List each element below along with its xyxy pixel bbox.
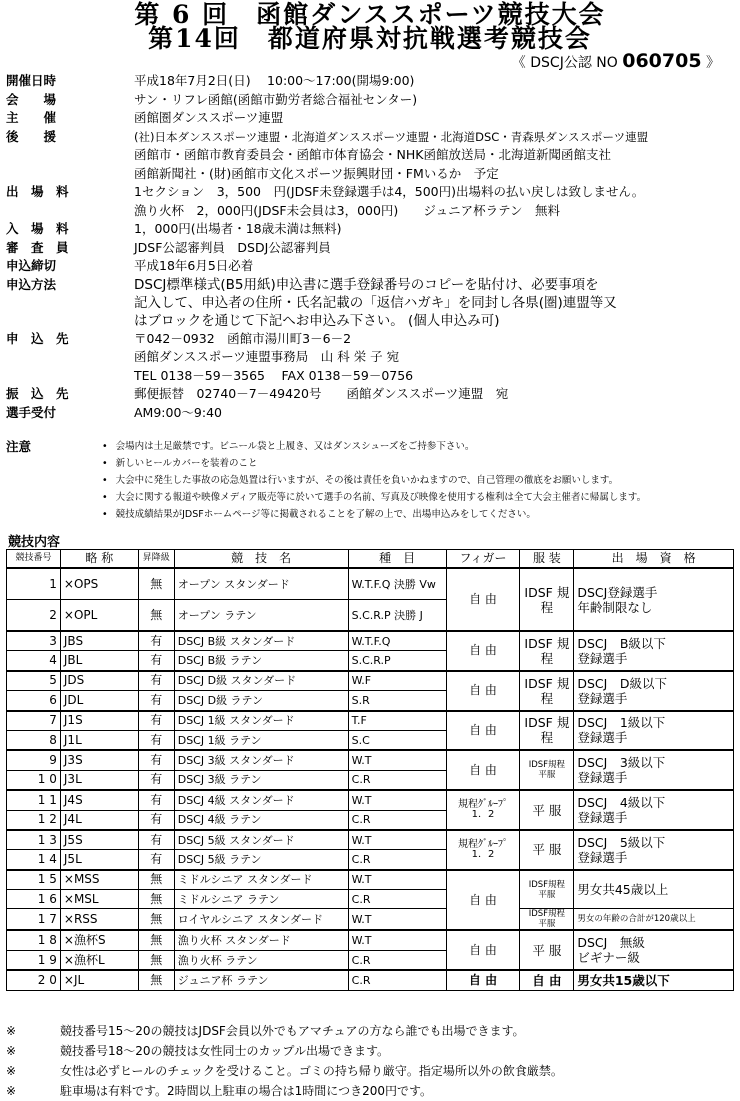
cert-no: 060705: [622, 50, 702, 72]
cell-grade: 無: [138, 909, 174, 931]
cell-type: W.F: [348, 671, 446, 691]
section-title: 競技内容: [8, 535, 61, 550]
note-text: 競技番号15～20の競技はJDSF会員以外でもアマチュアの方なら誰でも出場できます。: [60, 1024, 525, 1038]
cell-grade: 無: [138, 930, 174, 950]
info-value: 函館圏ダンススポーツ連盟: [134, 110, 284, 125]
cell-type: W.T: [348, 909, 446, 931]
cert-suffix: 》: [706, 55, 720, 71]
cell-event: DSCJ 1級 スタンダード: [174, 711, 348, 731]
cell-qualification: [574, 711, 734, 751]
table-row: [7, 909, 734, 931]
cell-type: W.T.F.Q: [348, 631, 446, 651]
note-item: • 競技成績結果がJDSFホームページ等に掲載されることを了解の上で、出場申込みをしてください。: [102, 506, 736, 523]
cell-abbr: J1L: [60, 730, 138, 750]
info-venue: [6, 91, 736, 110]
info-label: 申 込 先: [6, 330, 69, 346]
info-value: サン・リフレ函館(函館市勤労者総合福祉センター): [134, 91, 418, 107]
cell-abbr: ×OPL: [60, 600, 138, 632]
cell-event: DSCJ 3級 スタンダード: [174, 750, 348, 770]
cell-dress: 平 服: [520, 830, 574, 870]
cell-type: C.R: [348, 890, 446, 909]
cell-type: W.T: [348, 870, 446, 890]
info-date: [6, 72, 736, 91]
cell-no: 4: [7, 651, 61, 671]
note-item: • 会場内は土足厳禁です。ビニール袋と上履き、又はダンスシューズをご持参下さい。: [102, 438, 736, 455]
info-value: 記入して、申込者の住所・氏名記載の「返信ハガキ」を同封し各県(圏)連盟等又: [134, 294, 617, 311]
cell-grade: 無: [138, 970, 174, 990]
cell-dress: IDSF 規程: [520, 568, 574, 631]
cell-grade: 有: [138, 651, 174, 671]
note-mark: ※: [6, 1024, 17, 1038]
cell-qualification: 男女共45歳以上: [574, 870, 734, 909]
cell-type: S.C.R.P 決勝 J: [348, 600, 446, 632]
cell-type: T.F: [348, 711, 446, 731]
note-item: • 新しいヒールカバーを装着のこと: [102, 455, 736, 472]
cell-no: 1 3: [7, 830, 61, 850]
cell-no: 1 5: [7, 870, 61, 890]
cell-no: 1 2: [7, 810, 61, 830]
info-value: 平成18年6月5日必着: [134, 258, 254, 273]
info-value: 郵便振替 02740－7－49420号 函館ダンススポーツ連盟 宛: [134, 386, 509, 401]
table-row: [7, 711, 734, 731]
cell-figure: 自 由: [446, 568, 520, 631]
table-header-row: [7, 550, 734, 569]
cell-figure: 自 由: [446, 930, 520, 970]
certification-number: [512, 50, 720, 72]
table-row: [7, 930, 734, 950]
cell-figure: 規程ｸﾞﾙｰﾌﾟ 1．2: [446, 790, 520, 830]
cell-abbr: JBL: [60, 651, 138, 671]
cell-no: 1 4: [7, 850, 61, 870]
notes-section: [6, 438, 736, 523]
cell-type: S.C: [348, 730, 446, 750]
cell-figure: 自 由: [446, 750, 520, 790]
cell-grade: 有: [138, 850, 174, 870]
cell-qualification: [574, 671, 734, 711]
table-row: [7, 568, 734, 600]
info-label: 出 場 料: [6, 184, 69, 199]
cell-no: 1 1: [7, 790, 61, 810]
cell-qualification: 男女の年齢の合計が120歳以上: [574, 909, 734, 931]
info-admission: [6, 220, 736, 239]
info-value: 1，000円(出場者・18歳未満は無料): [134, 221, 342, 236]
qualification-line: 登録選手: [577, 770, 628, 786]
cell-abbr: JDS: [60, 671, 138, 691]
cell-abbr: JBS: [60, 631, 138, 651]
cell-dress: IDSF規程 平服: [520, 870, 574, 909]
cell-type: C.R: [348, 970, 446, 990]
info-label: 申込締切: [6, 258, 57, 273]
cell-dress: 平 服: [520, 790, 574, 830]
info-value: JDSF公認審判員 DSDJ公認審判員: [134, 239, 331, 255]
cell-type: S.C.R.P: [348, 651, 446, 671]
qualification-line: DSCJ 5級以下: [577, 834, 666, 850]
qualification-line: ビギナー級: [577, 950, 640, 966]
cell-dress: IDSF規程 平服: [520, 909, 574, 931]
title-line-2: 第14回 都道府県対抗戦選考競技会: [148, 24, 592, 53]
footer-note: [6, 1041, 736, 1061]
cell-no: 5: [7, 671, 61, 691]
info-label: 主 催: [6, 110, 57, 125]
info-label: 入 場 料: [6, 221, 69, 236]
cell-abbr: ×MSS: [60, 870, 138, 890]
table-row: [7, 671, 734, 691]
info-label: 振 込 先: [6, 386, 69, 401]
cell-event: ロイヤルシニア スタンダード: [174, 909, 348, 931]
table-row: [7, 631, 734, 651]
cell-type: C.R: [348, 950, 446, 970]
info-label: 開催日時: [6, 73, 57, 88]
cell-event: ミドルシニア ラテン: [174, 890, 348, 909]
cell-type: C.R: [348, 850, 446, 870]
info-transfer: [6, 385, 736, 404]
cell-qualification: 男女共15歳以下: [574, 970, 734, 990]
cell-grade: 有: [138, 671, 174, 691]
cell-event: DSCJ D級 ラテン: [174, 691, 348, 711]
cell-no: 3: [7, 631, 61, 651]
qualification-line: 登録選手: [577, 730, 628, 746]
cell-type: W.T: [348, 750, 446, 770]
cell-grade: 有: [138, 730, 174, 750]
qualification-line: 登録選手: [577, 650, 628, 666]
cell-grade: 無: [138, 600, 174, 632]
info-label: 会 場: [6, 91, 57, 107]
table-row: [7, 830, 734, 850]
footer-note: [6, 1021, 736, 1041]
qualification-line: DSCJ 4級以下: [577, 795, 666, 811]
cell-grade: 無: [138, 870, 174, 890]
cell-abbr: J4S: [60, 790, 138, 810]
cell-type: W.T.F.Q 決勝 Vw: [348, 568, 446, 600]
cell-abbr: J4L: [60, 810, 138, 830]
qualification-line: 登録選手: [577, 810, 628, 826]
cell-qualification: [574, 830, 734, 870]
cell-abbr: ×MSL: [60, 890, 138, 909]
info-value: AM9:00～9:40: [134, 404, 222, 420]
header-event: 競 技 名: [174, 550, 348, 569]
info-value: はブロックを通じて下記へお申込み下さい。 (個人申込み可): [134, 312, 500, 329]
cell-grade: 有: [138, 750, 174, 770]
cell-event: ミドルシニア スタンダード: [174, 870, 348, 890]
cell-event: ジュニア杯 ラテン: [174, 970, 348, 990]
cell-type: W.T: [348, 930, 446, 950]
cell-dress: IDSF 規程: [520, 631, 574, 671]
cell-no: 7: [7, 711, 61, 731]
qualification-line: 登録選手: [577, 849, 628, 865]
cell-qualification: [574, 750, 734, 790]
cell-no: 1 9: [7, 950, 61, 970]
cell-no: 1 0: [7, 770, 61, 790]
info-label: 選手受付: [6, 404, 57, 420]
qualification-line: 年齢制限なし: [577, 599, 653, 615]
footer-note: [6, 1061, 736, 1081]
notes-label: 注意: [6, 439, 32, 454]
table-row: [7, 750, 734, 770]
info-contact: [6, 330, 736, 386]
footer-note: [6, 1081, 736, 1101]
cell-qualification: [574, 631, 734, 671]
cell-event: DSCJ 5級 スタンダード: [174, 830, 348, 850]
note-mark: ※: [6, 1064, 17, 1078]
info-label: 後 援: [6, 128, 57, 144]
cell-abbr: JDL: [60, 691, 138, 711]
footer-notes: [6, 1021, 736, 1101]
cell-event: DSCJ 4級 ラテン: [174, 810, 348, 830]
cell-dress: 平 服: [520, 930, 574, 970]
table-row: [7, 870, 734, 890]
cell-grade: 無: [138, 890, 174, 909]
qualification-line: 登録選手: [577, 690, 628, 706]
info-organizer: [6, 109, 736, 128]
cell-no: 9: [7, 750, 61, 770]
cell-abbr: J5S: [60, 830, 138, 850]
info-judges: [6, 239, 736, 258]
cell-type: S.R: [348, 691, 446, 711]
info-value: TEL 0138－59－3565 FAX 0138－59－0756: [134, 367, 414, 383]
cell-no: 2: [7, 600, 61, 632]
cell-no: 8: [7, 730, 61, 750]
cell-event: DSCJ B級 ラテン: [174, 651, 348, 671]
note-mark: ※: [6, 1084, 17, 1098]
note-text: 競技番号18～20の競技は女性同士のカップル出場できます。: [60, 1044, 389, 1058]
cell-grade: 有: [138, 770, 174, 790]
cell-no: 1 6: [7, 890, 61, 909]
cell-abbr: ×RSS: [60, 909, 138, 931]
cell-figure: 規程ｸﾞﾙｰﾌﾟ 1．2: [446, 830, 520, 870]
info-value: 漁り火杯 2，000円(JDSF未会員は3，000円) ジュニア杯ラテン 無料: [134, 202, 560, 218]
cell-event: オープン ラテン: [174, 600, 348, 632]
cell-event: オープン スタンダード: [174, 568, 348, 600]
qualification-line: DSCJ B級以下: [577, 635, 666, 651]
note-text: 女性は必ずヒールのチェックを受けること。ゴミの持ち帰り厳守。指定場所以外の飲食厳禁。: [60, 1064, 563, 1078]
cell-grade: 有: [138, 631, 174, 651]
cell-event: DSCJ D級 スタンダード: [174, 671, 348, 691]
cell-event: DSCJ B級 スタンダード: [174, 631, 348, 651]
qualification-line: DSCJ 無級: [577, 935, 645, 951]
info-value: 1セクション 3，500 円(JDSF未登録選手は4，500円)出場料の払い戻しは致しません。: [134, 184, 645, 199]
cell-abbr: ×OPS: [60, 568, 138, 600]
info-section: [6, 72, 736, 422]
qualification-line: DSCJ 1級以下: [577, 715, 666, 731]
info-value: 函館市・函館市教育委員会・函館市体育協会・NHK函館放送局・北海道新聞函館支社: [134, 147, 611, 162]
info-value: 〒042－0932 函館市湯川町3－6－2: [134, 330, 352, 346]
table-row: [7, 970, 734, 990]
cell-no: 2 0: [7, 970, 61, 990]
cell-grade: 有: [138, 790, 174, 810]
cell-event: 漁り火杯 スタンダード: [174, 930, 348, 950]
cell-no: 1: [7, 568, 61, 600]
header-dress: 服 装: [520, 550, 574, 569]
info-reception: [6, 404, 736, 423]
cell-event: DSCJ 1級 ラテン: [174, 730, 348, 750]
events-table: [6, 549, 734, 991]
cell-type: C.R: [348, 810, 446, 830]
cell-figure: 自 由: [446, 870, 520, 931]
cert-prefix: 《 DSCJ公認 NO: [511, 55, 618, 71]
header-figure: フィガー: [446, 550, 520, 569]
cell-dress: 自 由: [520, 970, 574, 990]
cell-grade: 有: [138, 691, 174, 711]
note-item: • 大会に関する報道や映像メディア販売等に於いて選手の名前、写真及び映像を使用する権利は全て大会主催者に帰属します。: [102, 489, 736, 506]
cell-abbr: ×JL: [60, 970, 138, 990]
cell-dress: IDSF規程 平服: [520, 750, 574, 790]
header-type: 種 目: [348, 550, 446, 569]
cell-figure: 自 由: [446, 671, 520, 711]
info-value: 函館新聞社・(財)函館市文化スポーツ振興財団・FMいるか 予定: [134, 165, 499, 181]
info-value: 函館ダンススポーツ連盟事務局 山 科 栄 子 宛: [134, 349, 400, 364]
cell-type: C.R: [348, 770, 446, 790]
cell-no: 6: [7, 691, 61, 711]
info-value: DSCJ標準様式(B5用紙)申込書に選手登録番号のコピーを貼付け、必要事項を: [134, 276, 599, 293]
cell-grade: 無: [138, 568, 174, 600]
cell-dress: IDSF 規程: [520, 671, 574, 711]
info-value: 平成18年7月2日(日) 10:00～17:00(開場9:00): [134, 73, 415, 88]
cell-grade: 有: [138, 810, 174, 830]
cell-event: 漁り火杯 ラテン: [174, 950, 348, 970]
cell-abbr: J5L: [60, 850, 138, 870]
table-row: [7, 790, 734, 810]
cell-figure: 自 由: [446, 711, 520, 751]
cell-abbr: J1S: [60, 711, 138, 731]
cell-grade: 有: [138, 711, 174, 731]
header-qualification: 出 場 資 格: [574, 550, 734, 569]
cell-abbr: J3S: [60, 750, 138, 770]
title-line-1: 第 6 回 函館ダンススポーツ競技大会: [134, 0, 606, 29]
info-label: 申込方法: [6, 276, 57, 292]
cell-abbr: ×漁杯S: [60, 930, 138, 950]
info-sponsors: [6, 128, 736, 184]
cell-type: W.T: [348, 790, 446, 810]
info-value: (社)日本ダンススポーツ連盟・北海道ダンススポーツ連盟・北海道DSC・青森県ダンススポーツ連盟: [134, 129, 649, 144]
qualification-line: DSCJ登録選手: [577, 584, 658, 600]
cell-no: 1 7: [7, 909, 61, 931]
cell-abbr: J3L: [60, 770, 138, 790]
cell-figure: 自 由: [446, 631, 520, 671]
info-label: 審 査 員: [6, 239, 69, 255]
cell-qualification: [574, 790, 734, 830]
cell-event: DSCJ 4級 スタンダード: [174, 790, 348, 810]
note-item: • 大会中に発生した事故の応急処置は行いますが、その後は責任を負いかねますので、自己管理の徹底をお願いします。: [102, 472, 736, 489]
cell-abbr: ×漁杯L: [60, 950, 138, 970]
header-abbr: 略 称: [60, 550, 138, 569]
qualification-line: DSCJ 3級以下: [577, 755, 666, 771]
cell-event: DSCJ 3級 ラテン: [174, 770, 348, 790]
cell-qualification: [574, 930, 734, 970]
cell-dress: IDSF 規程: [520, 711, 574, 751]
note-mark: ※: [6, 1044, 17, 1058]
note-text: 駐車場は有料です。2時間以上駐車の場合は1時間につき200円です。: [60, 1084, 433, 1098]
cell-qualification: [574, 568, 734, 631]
cell-grade: 無: [138, 950, 174, 970]
header-grade: 昇降級: [138, 550, 174, 569]
info-deadline: [6, 257, 736, 276]
cell-type: W.T: [348, 830, 446, 850]
cell-event: DSCJ 5級 ラテン: [174, 850, 348, 870]
cell-figure: 自 由: [446, 970, 520, 990]
info-method: [6, 276, 736, 330]
info-entry-fee: [6, 183, 736, 220]
qualification-line: DSCJ D級以下: [577, 675, 667, 691]
cell-grade: 有: [138, 830, 174, 850]
cell-no: 1 8: [7, 930, 61, 950]
header-no: 競技番号: [7, 550, 61, 569]
